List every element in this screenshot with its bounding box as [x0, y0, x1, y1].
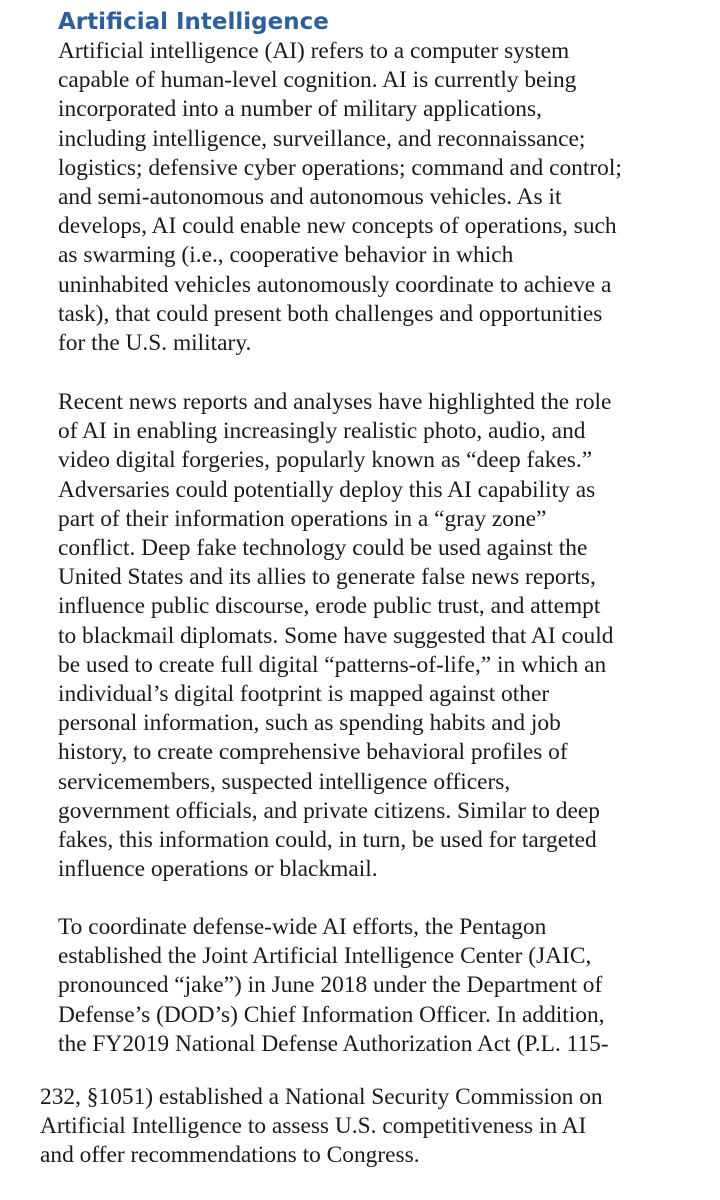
text-line: part of their information operations in a “gray zone”: [58, 505, 547, 532]
text-line: Artificial intelligence (AI) refers to a computer system: [58, 38, 570, 64]
text-line: 232, §1051) established a National Security Commission on: [40, 1084, 603, 1110]
text-line: as swarming (i.e., cooperative behavior in which: [58, 242, 514, 269]
text-line: be used to create full digital “patterns-of-life,” in which an: [58, 651, 607, 678]
text-line: and semi-autonomous and autonomous vehicles. As it: [58, 184, 562, 211]
text-line: Artificial Intelligence to assess U.S. competitiveness in AI: [40, 1113, 587, 1140]
text-line: logistics; defensive cyber operations; command and control;: [58, 154, 622, 181]
text-line: including intelligence, surveillance, and reconnaissance;: [58, 125, 586, 152]
text-line: pronounced “jake”) in June 2018 under the Department of: [58, 972, 603, 999]
section-heading: Artificial Intelligence: [58, 9, 329, 35]
text-line: and offer recommendations to Congress.: [40, 1142, 420, 1169]
text-line: government officials, and private citizens. Similar to deep: [58, 797, 600, 824]
paragraph-jaic: [58, 913, 609, 1059]
text-line: of AI in enabling increasingly realistic photo, audio, and: [58, 418, 586, 445]
text-line: fakes, this information could, in turn, be used for targeted: [58, 827, 597, 854]
paragraph-deep-fakes: [58, 388, 613, 884]
text-line: servicemembers, suspected intelligence officers,: [58, 768, 511, 795]
text-line: uninhabited vehicles autonomously coordinate to achieve a: [58, 271, 612, 298]
text-line: history, to create comprehensive behavioral profiles of: [58, 739, 568, 766]
text-line: incorporated into a number of military applications,: [58, 96, 542, 123]
text-line: to blackmail diplomats. Some have suggested that AI could: [58, 622, 614, 649]
text-line: Adversaries could potentially deploy this AI capability as: [58, 476, 596, 503]
text-line: established the Joint Artificial Intelligence Center (JAIC,: [58, 943, 592, 970]
text-line: task), that could present both challenges and opportunities: [58, 300, 603, 327]
text-line: conflict. Deep fake technology could be used against the: [58, 535, 588, 562]
text-line: Recent news reports and analyses have highlighted the role: [58, 389, 612, 415]
text-line: the FY2019 National Defense Authorization Act (P.L. 115-: [58, 1030, 609, 1057]
text-line: personal information, such as spending habits and job: [58, 710, 561, 737]
text-line: develops, AI could enable new concepts of operations, such: [58, 213, 617, 240]
text-line: video digital forgeries, popularly known as “deep fakes.”: [58, 447, 593, 474]
text-line: capable of human-level cognition. AI is currently being: [58, 67, 577, 94]
text-line: influence public discourse, erode public trust, and attempt: [58, 593, 601, 620]
text-line: influence operations or blackmail.: [58, 856, 378, 883]
text-line: individual’s digital footprint is mapped against other: [58, 681, 550, 708]
text-line: United States and its allies to generate false news reports,: [58, 564, 596, 591]
paragraph-commission: [40, 1083, 603, 1171]
text-line: To coordinate defense-wide AI efforts, the Pentagon: [58, 914, 547, 940]
text-line: Defense’s (DOD’s) Chief Information Officer. In addition,: [58, 1001, 605, 1028]
paragraph-ai-definition: [58, 37, 622, 358]
text-line: for the U.S. military.: [58, 330, 252, 357]
